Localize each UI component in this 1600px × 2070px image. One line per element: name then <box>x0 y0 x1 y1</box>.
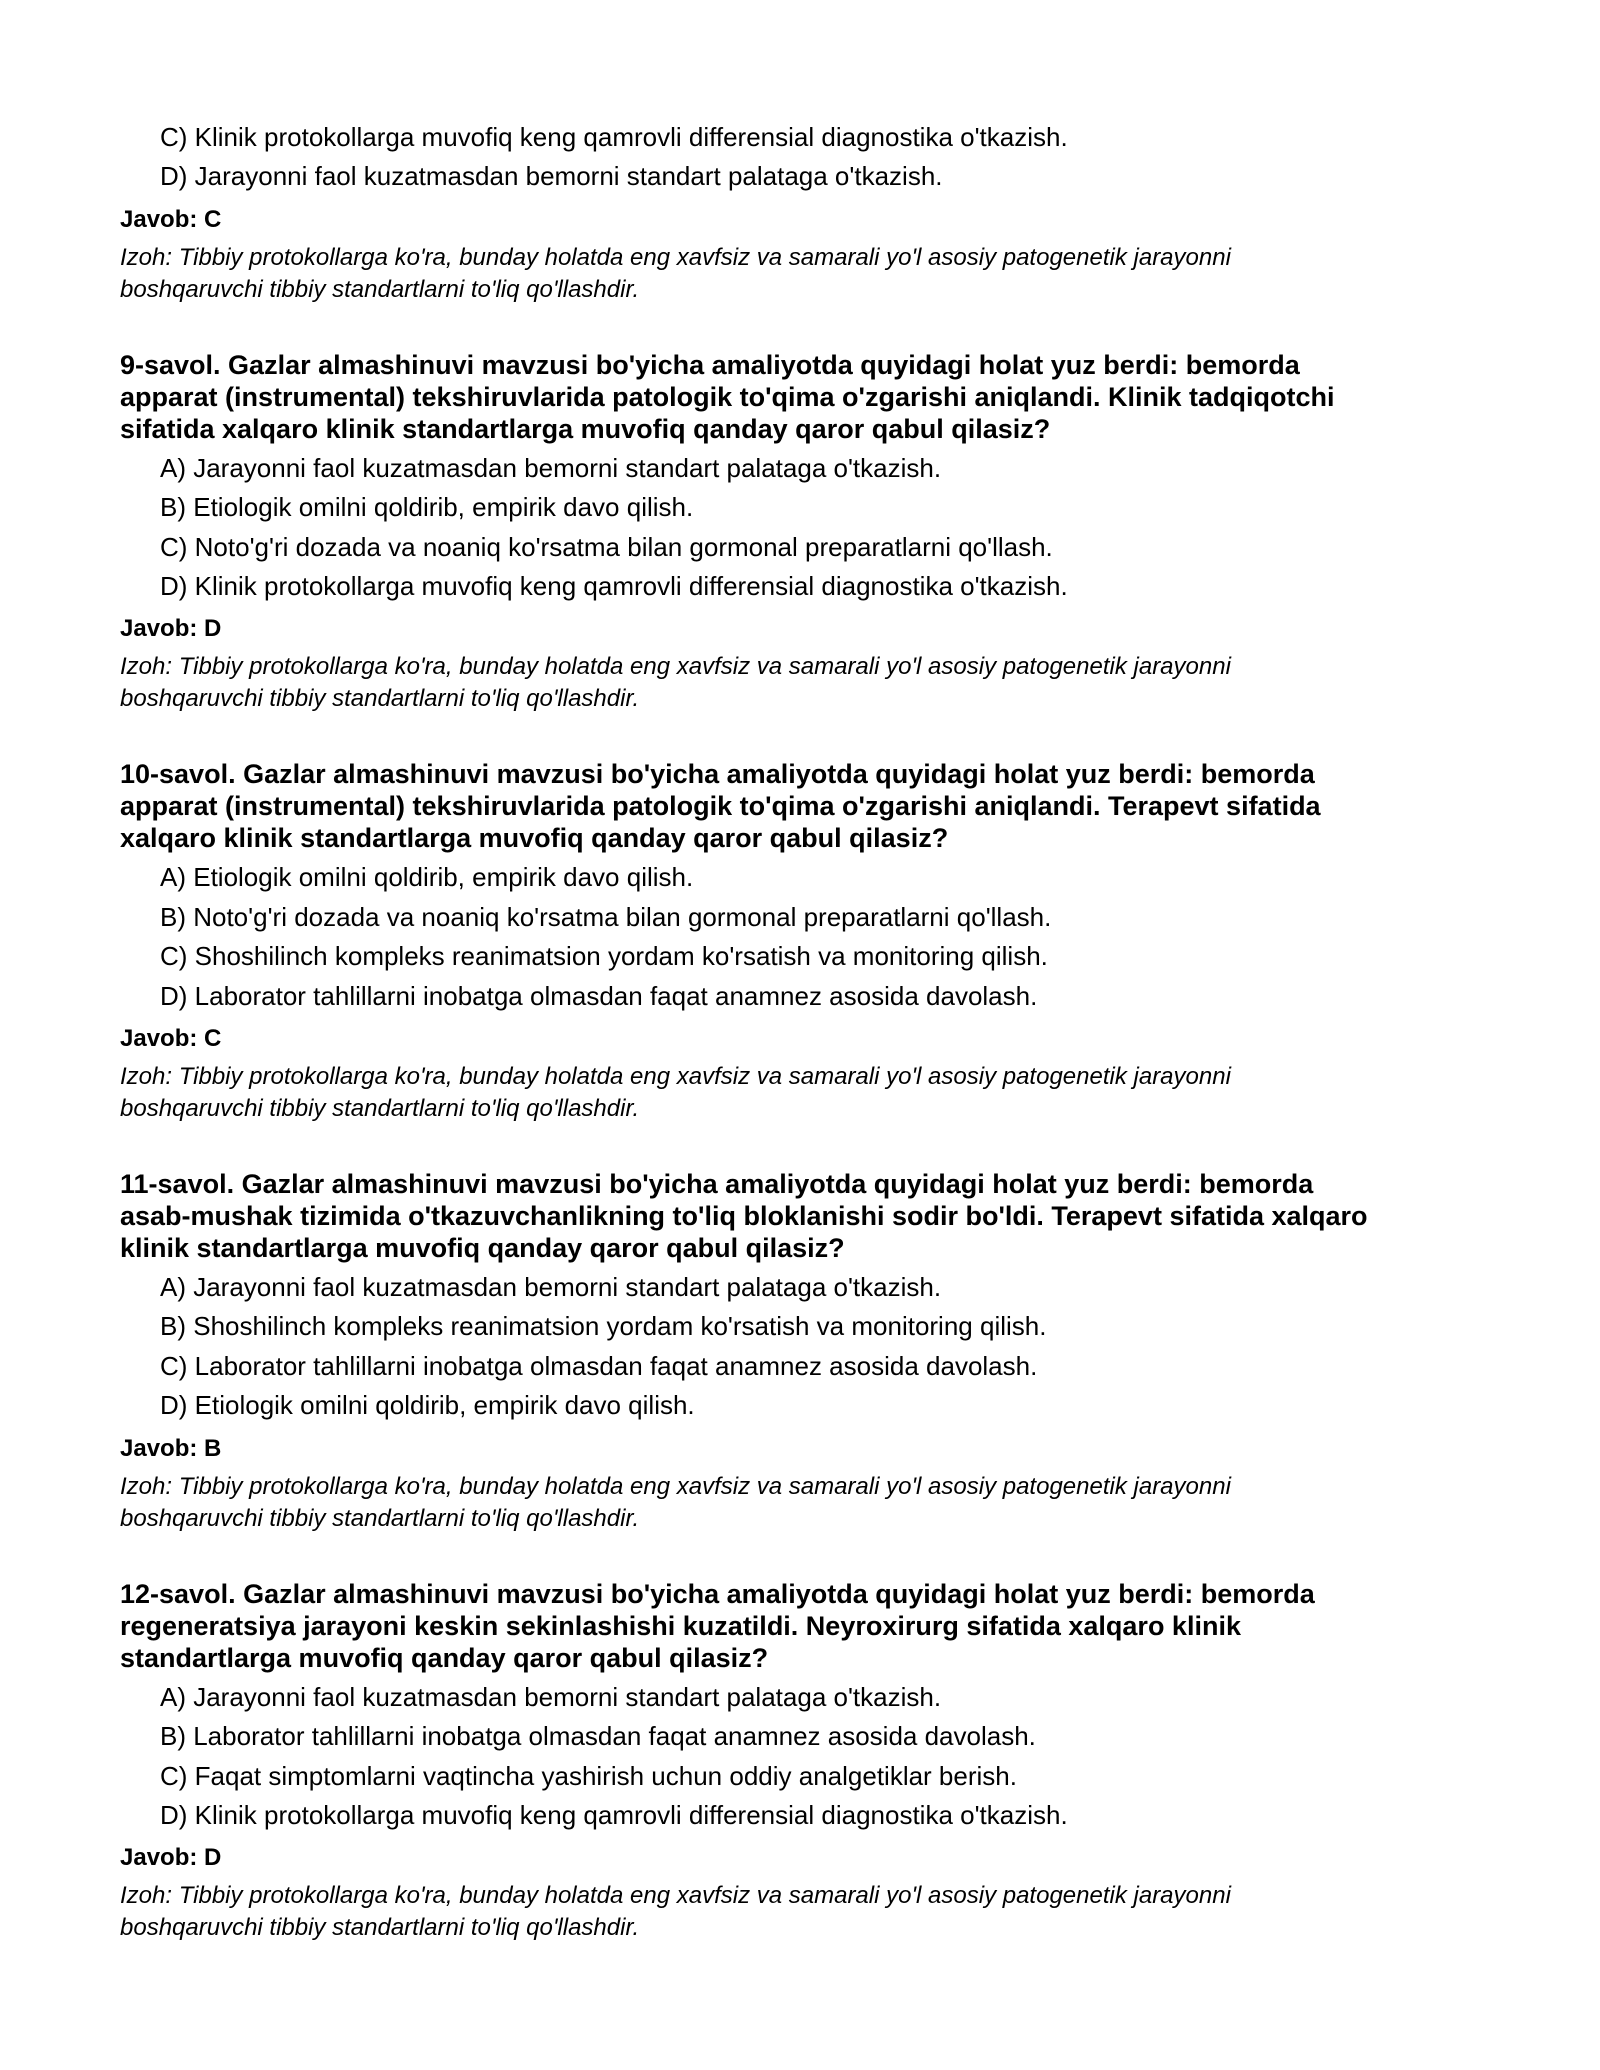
question-line: klinik standartlarga muvofiq qanday qaror qabul qilasiz? <box>120 1233 845 1264</box>
question-line: standartlarga muvofiq qanday qaror qabul qilasiz? <box>120 1642 769 1673</box>
option-b: B) Shoshilinch kompleks reanimatsion yordam ko'rsatish va monitoring qilish. <box>160 1311 1047 1342</box>
question-line: 9-savol. Gazlar almashinuvi mavzusi bo'yicha amaliyotda quyidagi holat yuz berdi: bemorda <box>120 349 1300 380</box>
option-c: C) Faqat simptomlarni vaqtincha yashirish uchun oddiy analgetiklar berish. <box>160 1760 1017 1791</box>
question-10 <box>120 758 1480 1125</box>
question-text <box>120 349 1480 445</box>
option-a: A) Jarayonni faol kuzatmasdan bemorni standart palataga o'tkazish. <box>160 1681 942 1712</box>
question-text <box>120 758 1480 854</box>
answer-label: Javob: C <box>120 1025 222 1053</box>
option-c: C) Shoshilinch kompleks reanimatsion yordam ko'rsatish va monitoring qilish. <box>160 941 1048 972</box>
question-11 <box>120 1168 1480 1535</box>
note-line: Izoh: Tibbiy protokollarga ko'ra, bunday holatda eng xavfsiz va samarali yo'l asosiy patogenetik jarayonni <box>120 1472 1231 1500</box>
explanation-note <box>120 651 1480 715</box>
document-page <box>120 118 1480 1944</box>
option-b: B) Noto'g'ri dozada va noaniq ko'rsatma bilan gormonal preparatlarni qo'llash. <box>160 901 1052 932</box>
question-line: regeneratsiya jarayoni keskin sekinlashishi kuzatildi. Neyroxirurg sifatida xalqaro klinik <box>120 1610 1241 1641</box>
option-a: A) Jarayonni faol kuzatmasdan bemorni standart palataga o'tkazish. <box>160 452 942 483</box>
option-a: A) Etiologik omilni qoldirib, empirik davo qilish. <box>160 862 694 893</box>
option-c: C) Laborator tahlillarni inobatga olmasdan faqat anamnez asosida davolash. <box>160 1350 1038 1381</box>
note-line: boshqaruvchi tibbiy standartlarni to'liq qo'llashdir. <box>120 685 640 713</box>
question-text <box>120 1168 1480 1264</box>
note-line: Izoh: Tibbiy protokollarga ko'ra, bunday holatda eng xavfsiz va samarali yo'l asosiy patogenetik jarayonni <box>120 1882 1231 1910</box>
question-line: 12-savol. Gazlar almashinuvi mavzusi bo'yicha amaliyotda quyidagi holat yuz berdi: bemorda <box>120 1578 1315 1609</box>
options-list <box>120 1268 1480 1426</box>
options-list <box>120 858 1480 1016</box>
option-c: C) Noto'g'ri dozada va noaniq ko'rsatma bilan gormonal preparatlarni qo'llash. <box>160 531 1053 562</box>
question-line: 11-savol. Gazlar almashinuvi mavzusi bo'yicha amaliyotda quyidagi holat yuz berdi: bemorda <box>120 1169 1314 1200</box>
option-b: B) Laborator tahlillarni inobatga olmasdan faqat anamnez asosida davolash. <box>160 1721 1036 1752</box>
options-list <box>120 1678 1480 1836</box>
option-d: D) Etiologik omilni qoldirib, empirik davo qilish. <box>160 1390 695 1421</box>
option-d: D) Laborator tahlillarni inobatga olmasdan faqat anamnez asosida davolash. <box>160 980 1038 1011</box>
question-line: asab-mushak tizimida o'tkazuvchanlikning to'liq bloklanishi sodir bo'ldi. Terapevt sifatida xalqaro <box>120 1201 1368 1232</box>
explanation-note <box>120 242 1480 306</box>
question-line: xalqaro klinik standartlarga muvofiq qanday qaror qabul qilasiz? <box>120 823 949 854</box>
explanation-note <box>120 1061 1480 1125</box>
option-a: A) Jarayonni faol kuzatmasdan bemorni standart palataga o'tkazish. <box>160 1272 942 1303</box>
question-line: apparat (instrumental) tekshiruvlarida patologik to'qima o'zgarishi aniqlandi. Klinik tadqiqotchi <box>120 381 1335 412</box>
options-list <box>120 118 1480 197</box>
note-line: boshqaruvchi tibbiy standartlarni to'liq qo'llashdir. <box>120 1504 640 1532</box>
explanation-note <box>120 1471 1480 1535</box>
note-line: Izoh: Tibbiy protokollarga ko'ra, bunday holatda eng xavfsiz va samarali yo'l asosiy patogenetik jarayonni <box>120 653 1231 681</box>
question-8-continuation <box>120 118 1480 306</box>
answer-label: Javob: D <box>120 1844 222 1872</box>
note-line: boshqaruvchi tibbiy standartlarni to'liq qo'llashdir. <box>120 275 640 303</box>
option-d: D) Klinik protokollarga muvofiq keng qamrovli differensial diagnostika o'tkazish. <box>160 571 1068 602</box>
question-line: 10-savol. Gazlar almashinuvi mavzusi bo'yicha amaliyotda quyidagi holat yuz berdi: bemorda <box>120 759 1315 790</box>
question-line: apparat (instrumental) tekshiruvlarida patologik to'qima o'zgarishi aniqlandi. Terapevt sifatida <box>120 791 1321 822</box>
question-text <box>120 1578 1480 1674</box>
option-c: C) Klinik protokollarga muvofiq keng qamrovli differensial diagnostika o'tkazish. <box>160 122 1068 152</box>
question-12 <box>120 1578 1480 1945</box>
answer-label: Javob: B <box>120 1434 222 1462</box>
note-line: boshqaruvchi tibbiy standartlarni to'liq qo'llashdir. <box>120 1914 640 1942</box>
option-d: D) Jarayonni faol kuzatmasdan bemorni standart palataga o'tkazish. <box>160 161 943 192</box>
options-list <box>120 449 1480 607</box>
explanation-note <box>120 1880 1480 1944</box>
note-line: Izoh: Tibbiy protokollarga ko'ra, bunday holatda eng xavfsiz va samarali yo'l asosiy patogenetik jarayonni <box>120 243 1231 271</box>
answer-label: Javob: D <box>120 615 222 643</box>
note-line: Izoh: Tibbiy protokollarga ko'ra, bunday holatda eng xavfsiz va samarali yo'l asosiy patogenetik jarayonni <box>120 1063 1231 1091</box>
note-line: boshqaruvchi tibbiy standartlarni to'liq qo'llashdir. <box>120 1095 640 1123</box>
question-line: sifatida xalqaro klinik standartlarga muvofiq qanday qaror qabul qilasiz? <box>120 413 1051 444</box>
option-d: D) Klinik protokollarga muvofiq keng qamrovli differensial diagnostika o'tkazish. <box>160 1799 1068 1830</box>
answer-label: Javob: C <box>120 205 222 233</box>
question-9 <box>120 349 1480 716</box>
option-b: B) Etiologik omilni qoldirib, empirik davo qilish. <box>160 492 694 523</box>
